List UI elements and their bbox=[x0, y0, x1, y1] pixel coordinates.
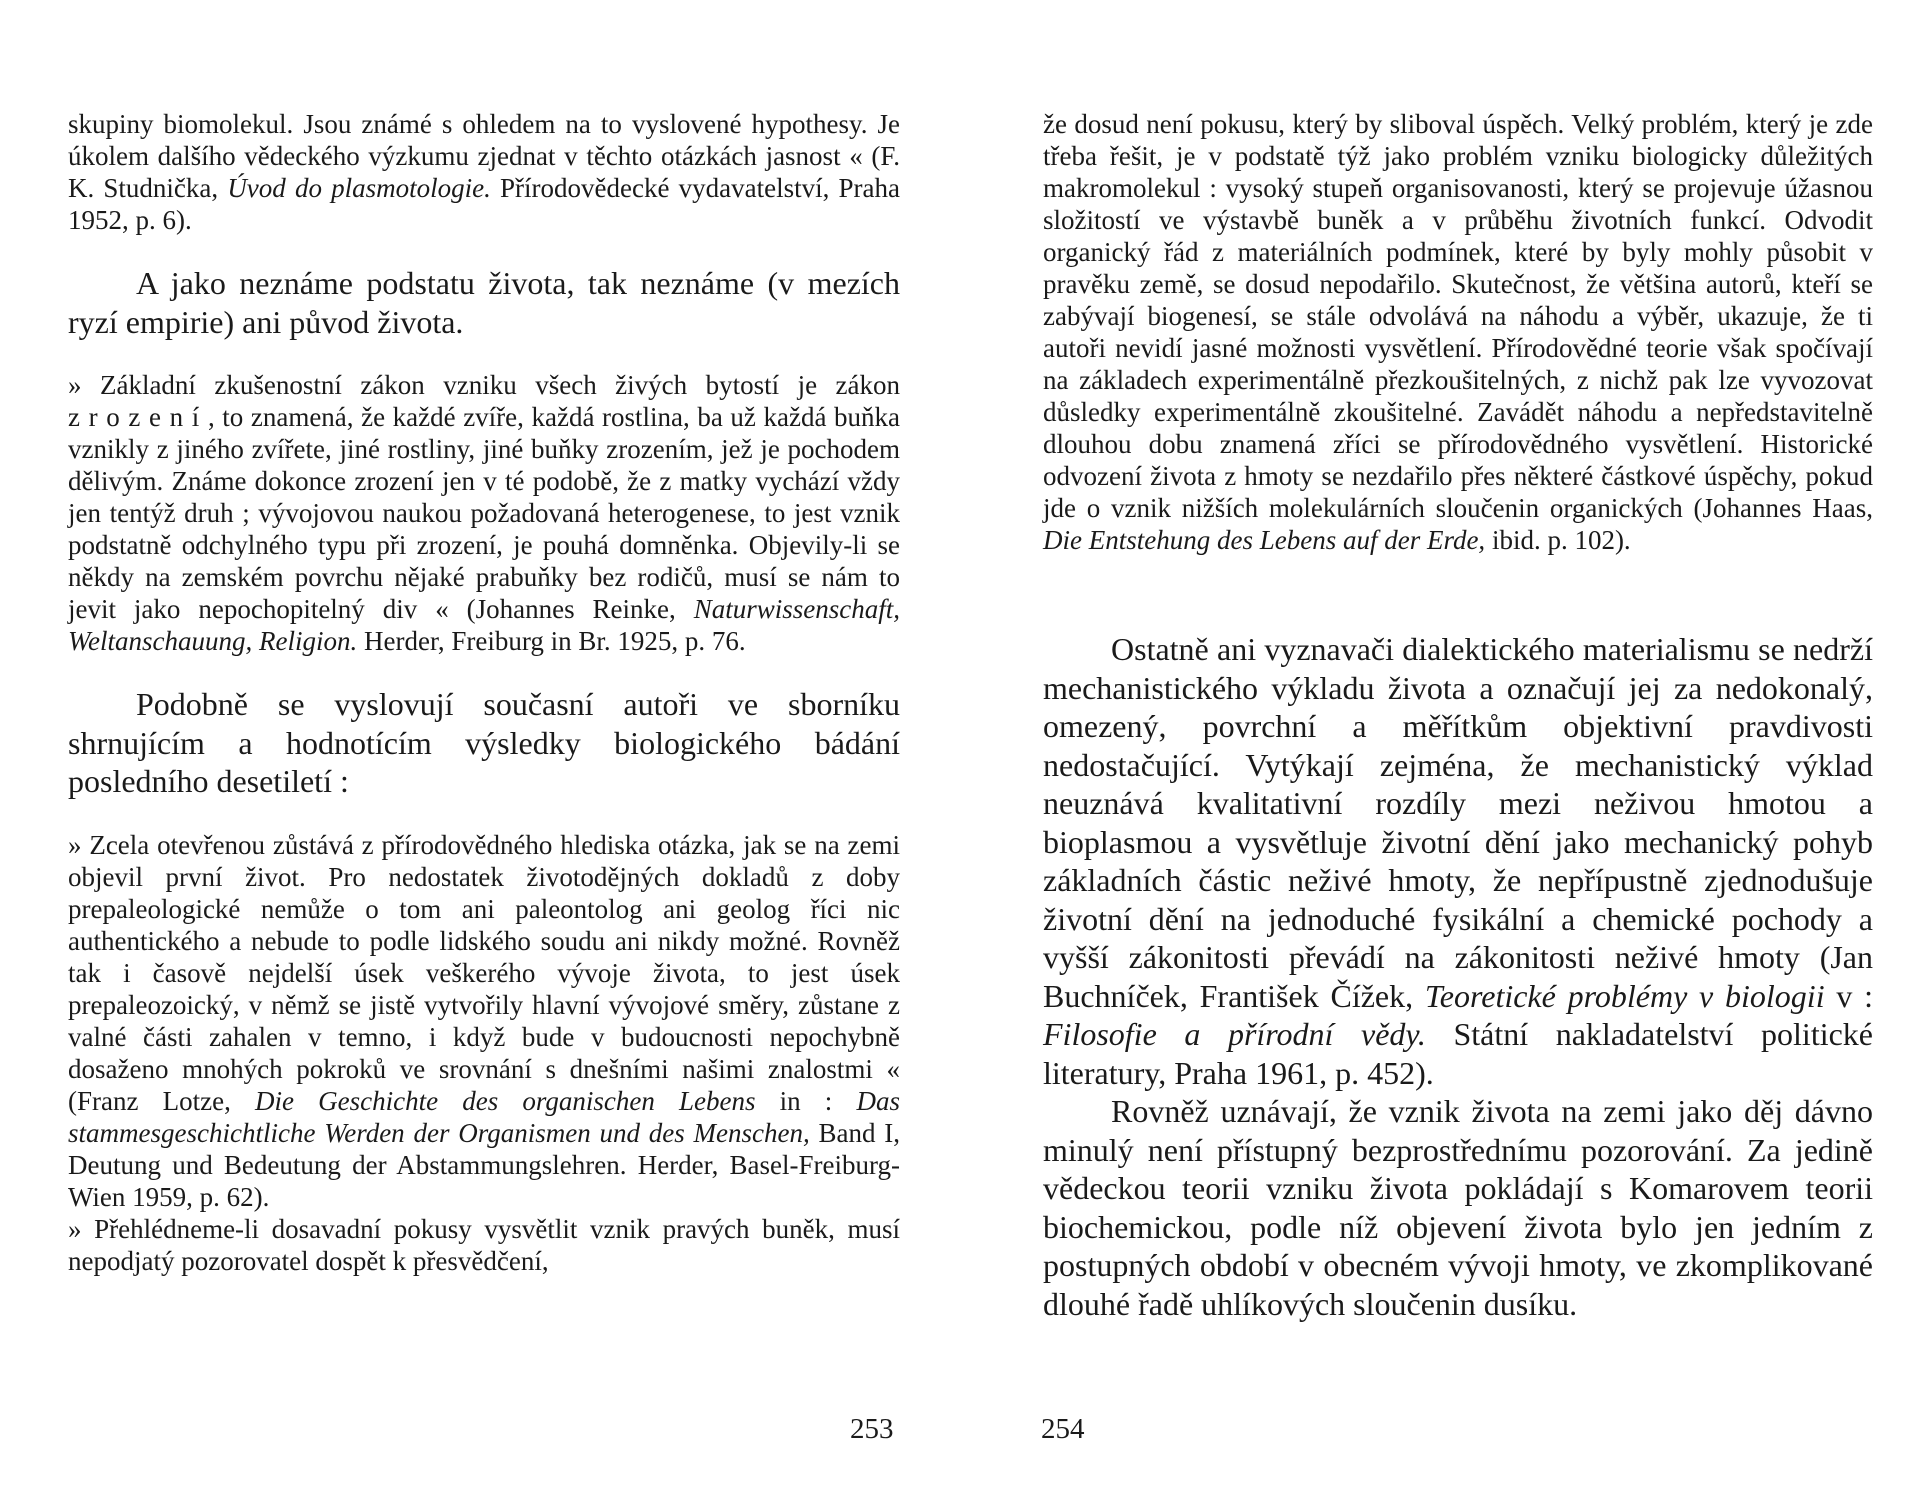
text-run: ibid. p. 102). bbox=[1485, 525, 1631, 555]
text-run: v : bbox=[1824, 977, 1874, 1014]
text-run: Státní nakladatelství politické literatury, Praha 1961, p. 452). bbox=[1043, 1016, 1874, 1091]
italic-citation-title: Úvod do plasmotologie. bbox=[227, 173, 491, 203]
right-page bbox=[959, 0, 1918, 1500]
text-run: » Základní zkušenostní zákon vzniku všech živých bytostí je zákon bbox=[68, 370, 900, 400]
quote-reinke bbox=[68, 369, 900, 657]
text-run: Rovněž uznávají, že vznik života na zemi jako děj dávno minulý není přístupný bezprostřednímu pozorování. Za jedině vědeckou teorii vzniku života pokládají s Komarovem teorii biochemickou, podle níž objevení života bylo jen jedním z postupných období v obecném vývoji hmoty, ve zkomplikované dlouhé řadě uhlíkových sloučenin dusíku. bbox=[1043, 1093, 1873, 1322]
paragraph-origin-of-life bbox=[68, 264, 900, 341]
right-page-text-column bbox=[1043, 108, 1873, 1323]
spaced-emphasis: zrození bbox=[68, 402, 208, 432]
italic-citation-title: Teoretické problémy v biologii bbox=[1424, 977, 1825, 1014]
text-run: in : bbox=[755, 1085, 857, 1116]
text-run: Band I, Deutung und Bedeutung der Abstammungslehren. Herder, Basel-Freiburg-Wien 1959, p. 62). bbox=[68, 1117, 901, 1212]
italic-citation-title: Das stammesgeschichtliche Werden der Organismen und des Menschen, bbox=[68, 1085, 900, 1148]
text-run: Ostatně ani vyznavači dialektického materialismu se nedrží mechanistického výkladu života a označují jej za nedokonalý, omezený, povrchní a měřítkům objektivní pravdivosti nedostačující. Vytýkají zejména, že mechanistický výklad neuznává kvalitativní rozdíly mezi neživou hmotou a bioplasmou a vysvětluje životní dění jako mechanický pohyb základních částic neživé hmoty, že nepřípustně zjednodušuje životní dění na jednoduché fysikální a chemické pochody a vyšší zákonitosti převádí na zákonitosti neživé hmoty (Jan Buchníček, František Čížek, bbox=[1043, 631, 1873, 1014]
quote-lotze bbox=[68, 829, 900, 1213]
page-number: 254 bbox=[1041, 1413, 1085, 1445]
text-run: že dosud není pokusu, který by sliboval úspěch. Velký problém, který je zde třeba řešit, je v podstatě týž jako problém vzniku biologicky důležitých makromolekul : vysoký stupeň organisovanosti, který se projevuje úžasnou složitostí ve výstavbě buněk a v průběhu životních funkcí. Odvodit organický řád z materiálních podmínek, které by byly mohly působit v pravěku země, se dosud nepodařilo. Skutečnost, že většina autorů, kteří se zabývají biogenesí, se stále odvolává na náhodu a výběr, ukazuje, že ti autoři nevidí jasné možnosti vysvětlení. Přírodovědné teorie však spočívají na základech experimentálně přezkoušitelných, z nichž pak lze vyvozovat důsledky experimentálně zkoušitelné. Zavádět náhodu a nepředstavitelně dlouhou dobu znamená zříci se přírodovědného vysvětlení. Historické odvození života z hmoty se nezdařilo přes některé částkové úspěchy, pokud jde o vznik nižších molekulárních sloučenin organických (Johannes Haas, bbox=[1043, 109, 1873, 523]
italic-citation-title: Filosofie a přírodní vědy. bbox=[1043, 1016, 1426, 1052]
quote-haas-ending bbox=[1043, 108, 1873, 556]
text-run: » Zcela otevřenou zůstává z přírodovědného hlediska otázka, jak se na zemi objevil první život. Pro nedostatek životodějných dokladů z doby prepaleologické nemůže o tom ani paleontolog ani geolog říci nic authentického a nebude to podle lidského soudu ani nikdy možné. Rovněž tak i časově nejdelší úsek veškerého vývoje života, to jest úsek prepaleozoický, v němž se jistě vytvořily hlavní vývojové směry, zůstane z valné části zahalen v temno, i když bude v budoucnosti nepochybně dosaženo mnohých pokroků ve srovnání s dnešními našimi znalostmi « (Franz Lotze, bbox=[68, 829, 900, 1116]
text-run: A jako neznáme podstatu života, tak neznáme (v mezích ryzí empirie) ani původ života. bbox=[68, 265, 900, 340]
italic-citation-title: Naturwissenschaft, Weltanschauung, Religion. bbox=[68, 594, 900, 656]
text-run: Podobně se vyslovují současní autoři ve sborníku shrnujícím a hodnotícím výsledky biologického bádání posledního desetiletí : bbox=[68, 686, 900, 799]
left-page-text-column bbox=[68, 108, 900, 1277]
paragraph-dialectical-materialism bbox=[1043, 630, 1873, 1092]
italic-citation-title: Die Entstehung des Lebens auf der Erde, bbox=[1043, 525, 1486, 555]
paragraph-contemporary-authors bbox=[68, 685, 900, 801]
text-run: » Přehlédneme-li dosavadní pokusy vysvětlit vznik pravých buněk, musí nepodjatý pozorovatel dospět k přesvědčení, bbox=[68, 1213, 900, 1276]
page-number: 253 bbox=[850, 1413, 894, 1445]
text-run: Přírodovědecké vydavatelství, Praha 1952, p. 6). bbox=[68, 173, 900, 235]
quote-haas-beginning bbox=[68, 1213, 900, 1277]
text-run: skupiny biomolekul. Jsou známé s ohledem na to vyslovené hypothesy. Je úkolem dalšího vědeckého výzkumu zjednat v těchto otázkách jasnost « (F. K. Studnička, bbox=[68, 109, 900, 203]
text-run: Herder, Freiburg in Br. 1925, p. 76. bbox=[357, 626, 746, 656]
quote-studnicka-ending bbox=[68, 108, 900, 236]
italic-citation-title: Die Geschichte des organischen Lebens bbox=[254, 1085, 756, 1116]
paragraph-biochemical-theory bbox=[1043, 1092, 1873, 1323]
text-run: , to znamená, že každé zvíře, každá rostlina, ba už každá buňka vznikly z jiného zvířete, jiné rostliny, jiné buňky zrozením, jež je pochodem dělivým. Známe dokonce zrození jen v té podobě, že z matky vychází vždy jen tentýž druh ; vývojovou naukou požadovaná heterogenese, to jest vznik podstatně odchylného typu při zrození, je pouhá domněnka. Objevily-li se někdy na zemském povrchu nějaké prabuňky bez rodičů, musí se nám to jevit jako nepochopitelný div « (Johannes Reinke, bbox=[68, 402, 900, 624]
